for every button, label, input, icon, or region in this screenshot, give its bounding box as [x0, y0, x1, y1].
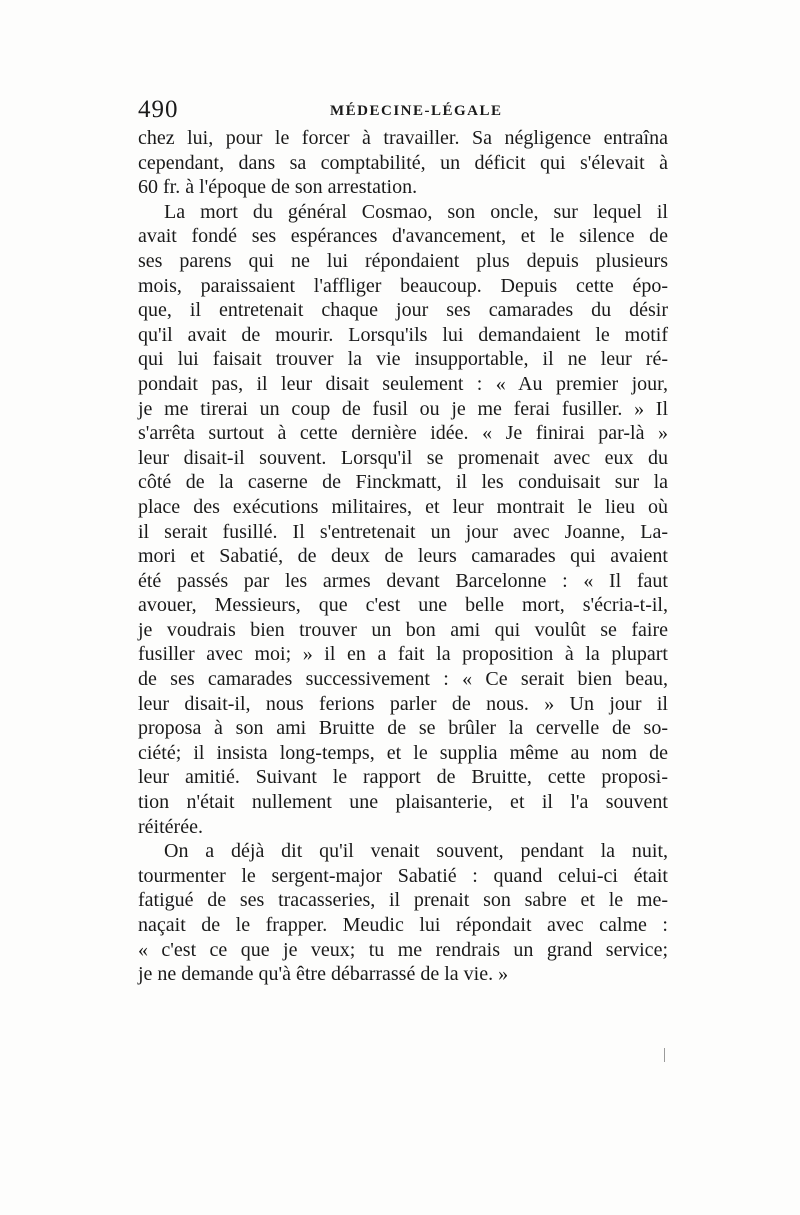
- text-line: mois, paraissaient l'affliger beaucoup. Depuis cette épo-: [138, 274, 668, 297]
- text-line: fusiller avec moi; » il en a fait la proposition à la plupart: [138, 643, 668, 666]
- text-line: avait fondé ses espérances d'avancement, et le silence de: [138, 225, 668, 248]
- text-line: 60 fr. à l'époque de son arrestation.: [138, 176, 418, 199]
- body-text: [138, 126, 668, 987]
- text-line: je voudrais bien trouver un bon ami qui voulût se faire: [138, 618, 668, 641]
- text-line: tion n'était nullement une plaisanterie, et il l'a souvent: [138, 791, 668, 814]
- text-line: La mort du général Cosmao, son oncle, sur lequel il: [164, 200, 668, 223]
- text-line: que, il entretenait chaque jour ses camarades du désir: [138, 299, 668, 322]
- text-line: tourmenter le sergent-major Sabatié : quand celui-ci était: [138, 864, 668, 887]
- text-line: qu'il avait de mourir. Lorsqu'ils lui demandaient le motif: [138, 323, 668, 346]
- text-line: proposa à son ami Bruitte de se brûler la cervelle de so-: [138, 717, 668, 740]
- text-line: s'arrêta surtout à cette dernière idée. « Je finirai par-là »: [138, 422, 668, 445]
- text-line: leur amitié. Suivant le rapport de Bruitte, cette proposi-: [138, 766, 668, 789]
- text-line: cependant, dans sa comptabilité, un déficit qui s'élevait à: [138, 151, 668, 174]
- text-line: ses parens qui ne lui répondaient plus depuis plusieurs: [138, 249, 668, 272]
- text-line: leur disait-il, nous ferions parler de nous. » Un jour il: [138, 692, 668, 715]
- text-line: avouer, Messieurs, que c'est une belle mort, s'écria-t-il,: [138, 594, 668, 617]
- text-line: mori et Sabatié, de deux de leurs camarades qui avaient: [138, 545, 668, 568]
- running-title: MÉDECINE-LÉGALE: [330, 103, 503, 119]
- text-line: côté de la caserne de Finckmatt, il les conduisait sur la: [138, 471, 668, 494]
- text-line: je me tirerai un coup de fusil ou je me ferai fusiller. » Il: [138, 397, 668, 420]
- text-line: naçait de le frapper. Meudic lui répondait avec calme :: [138, 914, 668, 936]
- text-line: de ses camarades successivement : « Ce serait bien beau,: [138, 668, 668, 691]
- text-line: place des exécutions militaires, et leur montrait le lieu où: [138, 495, 668, 518]
- page-number: 490: [138, 96, 179, 123]
- text-line: été passés par les armes devant Barcelonne : « Il faut: [138, 569, 668, 592]
- text-line: ciété; il insista long-temps, et le supplia même au nom de: [138, 741, 668, 764]
- margin-mark: [664, 1048, 665, 1062]
- text-line: On a déjà dit qu'il venait souvent, pendant la nuit,: [164, 840, 668, 863]
- text-line: réitérée.: [138, 815, 203, 838]
- text-line: qui lui faisait trouver la vie insupportable, il ne leur ré-: [138, 348, 668, 371]
- running-head: [138, 96, 678, 126]
- text-line: « c'est ce que je veux; tu me rendrais un grand service;: [138, 938, 668, 961]
- text-line: leur disait-il souvent. Lorsqu'il se promenait avec eux du: [138, 446, 668, 469]
- text-line: il serait fusillé. Il s'entretenait un jour avec Joanne, La-: [138, 520, 668, 543]
- text-line: pondait pas, il leur disait seulement : « Au premier jour,: [138, 372, 668, 395]
- text-line: je ne demande qu'à être débarrassé de la vie. »: [138, 963, 509, 986]
- text-line: chez lui, pour le forcer à travailler. Sa négligence entraîna: [138, 127, 668, 149]
- text-line: fatigué de ses tracasseries, il prenait son sabre et le me-: [138, 889, 668, 912]
